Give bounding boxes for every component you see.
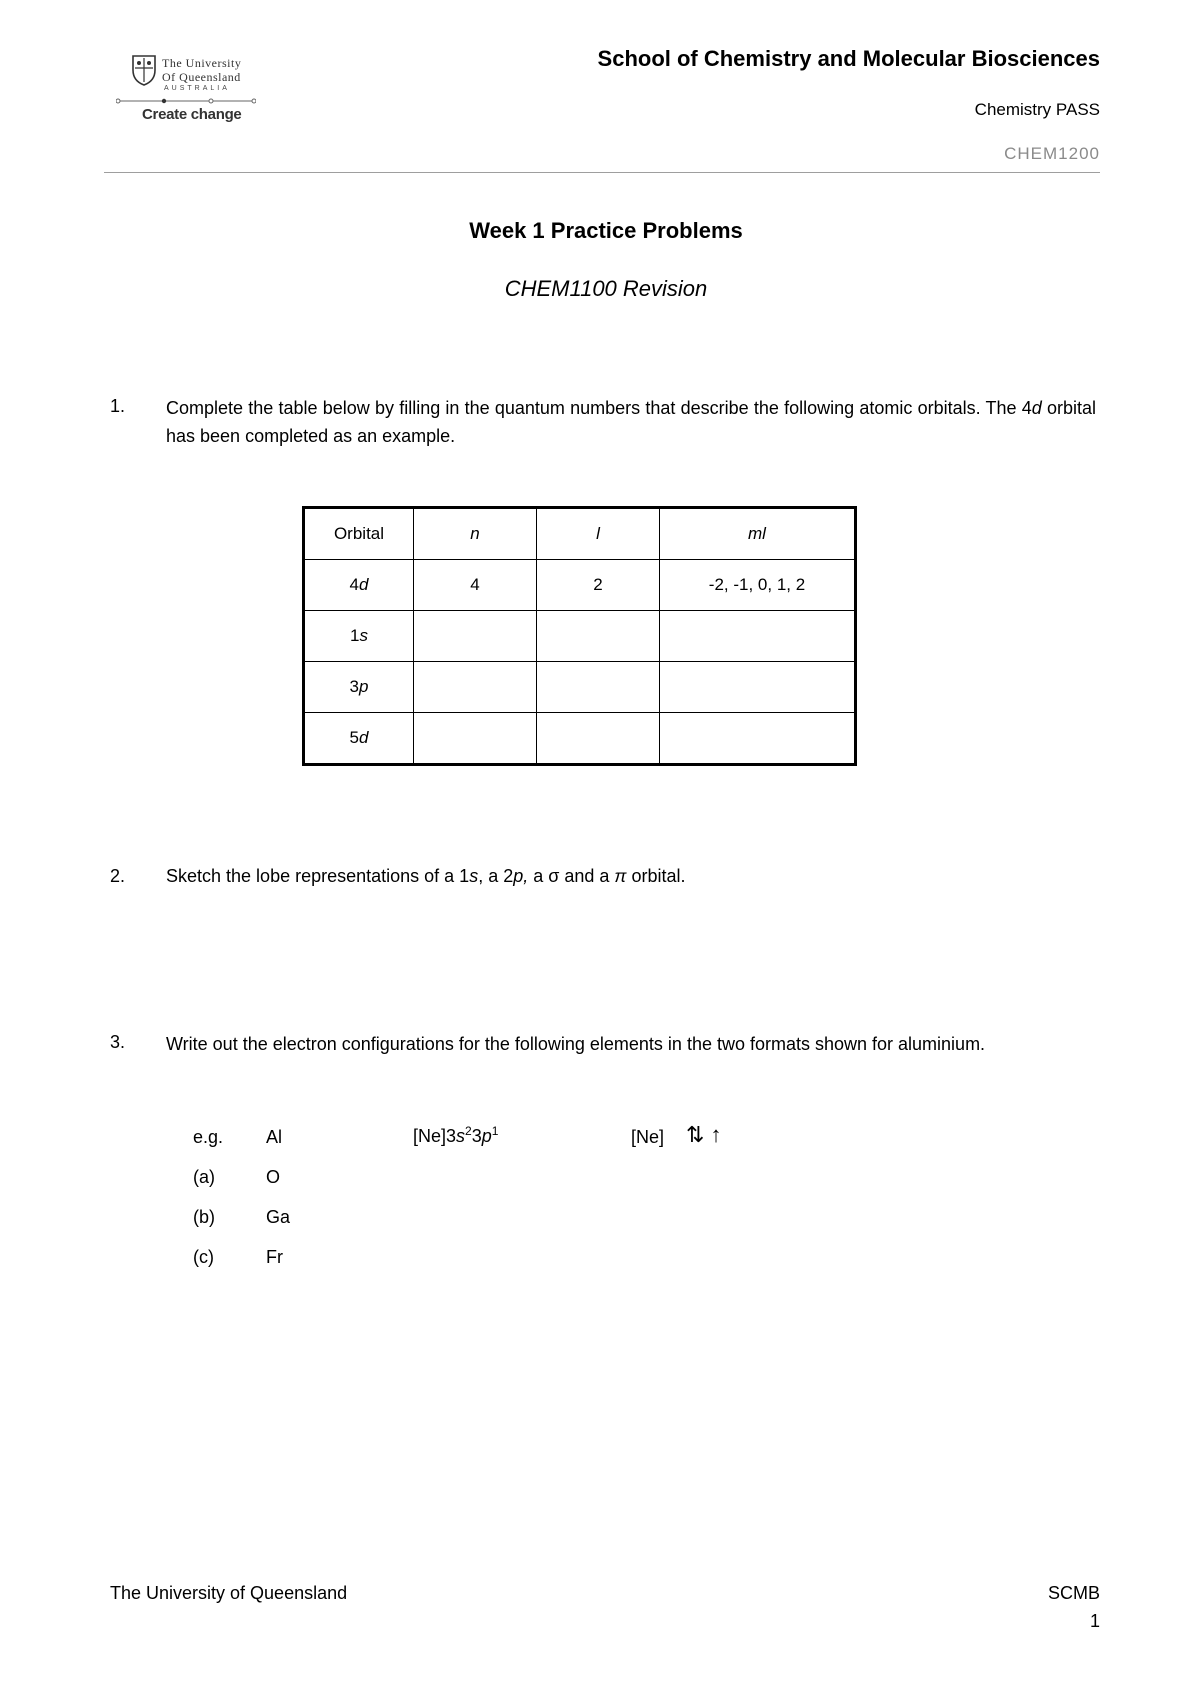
q1-text-italic: d bbox=[1031, 398, 1042, 418]
header-l: l bbox=[537, 508, 660, 560]
logo-country: AUSTRALIA bbox=[164, 85, 230, 92]
q3-text: Write out the electron configurations for the following elements in the two formats shown for aluminium. bbox=[166, 1034, 986, 1054]
q2-number: 2. bbox=[110, 866, 126, 886]
table-header-row bbox=[304, 508, 856, 560]
header-course: CHEM1200 bbox=[1004, 144, 1100, 163]
page-number: 1 bbox=[1089, 1611, 1100, 1631]
example-label: e.g. bbox=[193, 1127, 224, 1147]
table-row bbox=[304, 662, 856, 713]
ml-cell: -2, -1, 0, 1, 2 bbox=[660, 560, 856, 611]
header-ml: ml bbox=[660, 508, 856, 560]
l-cell: 2 bbox=[537, 560, 660, 611]
example-orbital-arrows: ⇅ ↑ bbox=[686, 1122, 722, 1147]
item-b-element: Ga bbox=[266, 1207, 291, 1227]
header-n: n bbox=[414, 508, 537, 560]
logo-line-2: Of Queensland bbox=[162, 70, 241, 84]
table-row bbox=[304, 560, 856, 611]
item-c-element: Fr bbox=[266, 1247, 283, 1267]
orbital-cell: 3p bbox=[304, 662, 414, 713]
q3-number: 3. bbox=[110, 1032, 126, 1052]
logo-tagline: Create change bbox=[142, 106, 242, 123]
header-program: Chemistry PASS bbox=[974, 100, 1100, 119]
n-cell: 4 bbox=[414, 560, 537, 611]
item-c-label: (c) bbox=[193, 1247, 214, 1267]
orbital-cell: 5d bbox=[304, 713, 414, 765]
table-row bbox=[304, 611, 856, 662]
orbital-cell: 4d bbox=[304, 560, 414, 611]
example-box-prefix: [Ne] bbox=[631, 1127, 665, 1147]
footer-department: SCMB bbox=[1047, 1583, 1100, 1603]
example-config: $[Ne]3s^23p^1$ bbox=[413, 1124, 499, 1146]
n-cell[interactable] bbox=[414, 713, 537, 765]
header-rule bbox=[104, 172, 1100, 173]
header-orbital: Orbital bbox=[304, 508, 414, 560]
n-cell[interactable] bbox=[414, 611, 537, 662]
q1-number: 1. bbox=[110, 396, 126, 416]
logo-divider bbox=[116, 97, 256, 105]
q1-text bbox=[166, 394, 1096, 450]
logo-line-1: The University bbox=[162, 56, 242, 70]
n-cell[interactable] bbox=[414, 662, 537, 713]
crest-icon bbox=[131, 54, 157, 86]
ml-cell[interactable] bbox=[660, 662, 856, 713]
item-a-element: O bbox=[266, 1167, 281, 1187]
q2-text: Sketch the lobe representations of a 1s, a 2p, a σ and a π orbital. bbox=[166, 866, 686, 886]
item-b-label: (b) bbox=[193, 1207, 215, 1227]
l-cell[interactable] bbox=[537, 662, 660, 713]
quantum-numbers-table bbox=[302, 506, 857, 766]
item-a-label: (a) bbox=[193, 1167, 215, 1187]
page-title: Week 1 Practice Problems bbox=[469, 218, 743, 243]
page-subtitle: CHEM1100 Revision bbox=[504, 276, 708, 301]
q1-text-before: Complete the table below by filling in the quantum numbers that describe the following atomic orbitals. The 4 bbox=[166, 398, 1032, 418]
university-logo bbox=[116, 52, 266, 132]
orbital-cell: 1s bbox=[304, 611, 414, 662]
footer-university: The University of Queensland bbox=[110, 1583, 348, 1603]
example-element: Al bbox=[266, 1127, 283, 1147]
q1-text-after: orbital has been completed as an example. bbox=[166, 398, 1096, 446]
table-row bbox=[304, 713, 856, 765]
l-cell[interactable] bbox=[537, 611, 660, 662]
header-school: School of Chemistry and Molecular Biosciences bbox=[597, 46, 1100, 71]
l-cell[interactable] bbox=[537, 713, 660, 765]
ml-cell[interactable] bbox=[660, 713, 856, 765]
ml-cell[interactable] bbox=[660, 611, 856, 662]
